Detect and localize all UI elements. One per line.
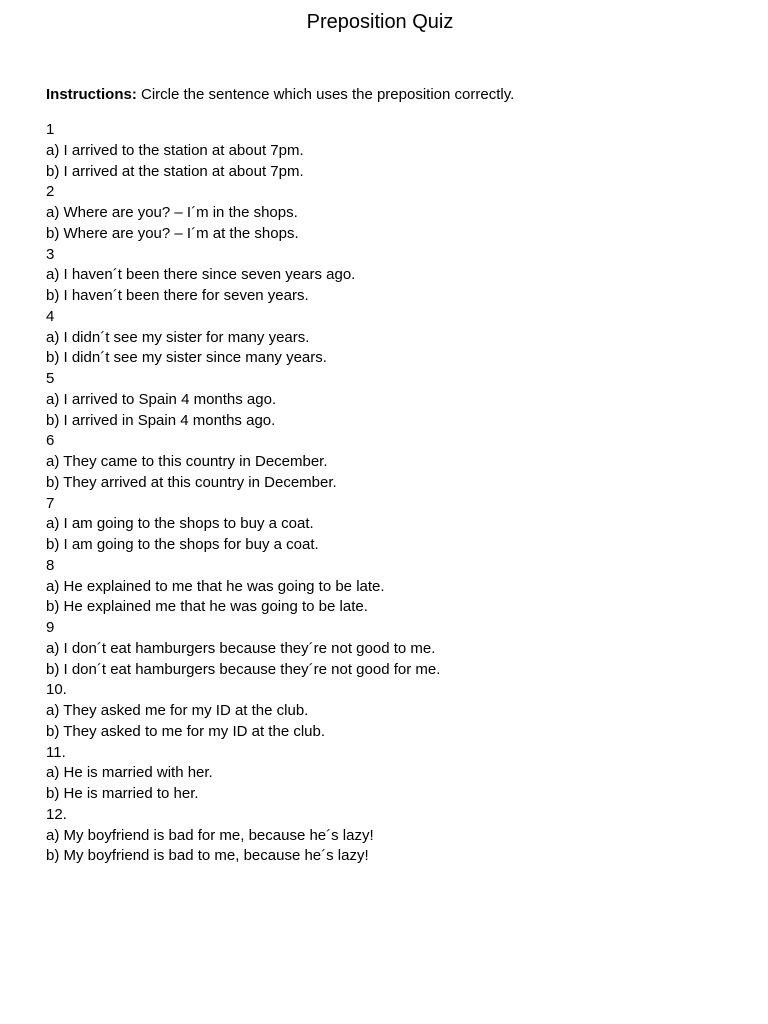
question-6 xyxy=(46,431,440,493)
option-a[interactable]: a) He is married with her. xyxy=(46,764,213,782)
question-number: 10. xyxy=(46,681,67,699)
instructions xyxy=(46,84,514,105)
option-b[interactable]: b) I haven´t been there for seven years. xyxy=(46,287,309,304)
option-b[interactable]: b) They asked to me for my ID at the club. xyxy=(46,722,326,740)
option-b[interactable]: b) My boyfriend is bad to me, because he´s lazy! xyxy=(46,847,369,865)
question-1 xyxy=(46,120,440,182)
option-a[interactable]: a) I don´t eat hamburgers because they´re not good to me. xyxy=(46,639,436,657)
question-3 xyxy=(46,245,440,307)
question-11 xyxy=(46,743,440,805)
question-number: 6 xyxy=(46,432,55,450)
option-a[interactable]: a) They asked me for my ID at the club. xyxy=(46,702,309,719)
question-7 xyxy=(46,494,440,556)
question-number: 1 xyxy=(46,121,55,138)
option-b[interactable]: b) He explained me that he was going to be late. xyxy=(46,598,368,616)
option-a[interactable]: a) I haven´t been there since seven years ago. xyxy=(46,266,356,284)
option-b[interactable]: b) I arrived in Spain 4 months ago. xyxy=(46,411,276,429)
option-b[interactable]: b) I don´t eat hamburgers because they´re not good for me. xyxy=(46,660,441,678)
question-9 xyxy=(46,618,440,680)
question-4 xyxy=(46,307,440,369)
instructions-text: Circle the sentence which uses the preposition correctly. xyxy=(136,86,515,103)
question-number: 5 xyxy=(46,370,55,387)
option-a[interactable]: a) I arrived to Spain 4 months ago. xyxy=(46,390,277,408)
question-number: 3 xyxy=(46,245,55,263)
question-10 xyxy=(46,680,440,742)
option-a[interactable]: a) I arrived to the station at about 7pm. xyxy=(46,141,304,159)
instructions-label: Instructions: xyxy=(46,86,137,103)
option-a[interactable]: a) My boyfriend is bad for me, because he´s lazy! xyxy=(46,826,374,844)
page-title: Preposition Quiz xyxy=(306,11,454,33)
question-number: 7 xyxy=(46,494,55,512)
question-number: 11. xyxy=(46,743,66,761)
question-12 xyxy=(46,805,440,867)
option-a[interactable]: a) I didn´t see my sister for many years. xyxy=(46,328,310,346)
option-b[interactable]: b) They arrived at this country in December. xyxy=(46,473,337,491)
option-b[interactable]: b) He is married to her. xyxy=(46,785,199,802)
question-number: 9 xyxy=(46,619,55,636)
option-a[interactable]: a) They came to this country in December. xyxy=(46,453,328,470)
question-5 xyxy=(46,369,440,431)
option-a[interactable]: a) I am going to the shops to buy a coat. xyxy=(46,515,314,533)
question-2 xyxy=(46,182,440,244)
option-b[interactable]: b) I arrived at the station at about 7pm. xyxy=(46,162,304,180)
question-number: 2 xyxy=(46,183,55,201)
question-8 xyxy=(46,556,440,618)
option-b[interactable]: b) Where are you? – I´m at the shops. xyxy=(46,224,299,242)
question-number: 4 xyxy=(46,307,55,325)
question-number: 8 xyxy=(46,556,55,574)
option-b[interactable]: b) I didn´t see my sister since many years. xyxy=(46,349,327,367)
question-list xyxy=(46,120,440,867)
question-number: 12. xyxy=(46,805,67,823)
option-a[interactable]: a) Where are you? – I´m in the shops. xyxy=(46,204,298,221)
option-a[interactable]: a) He explained to me that he was going to be late. xyxy=(46,577,385,595)
option-b[interactable]: b) I am going to the shops for buy a coat. xyxy=(46,536,319,553)
